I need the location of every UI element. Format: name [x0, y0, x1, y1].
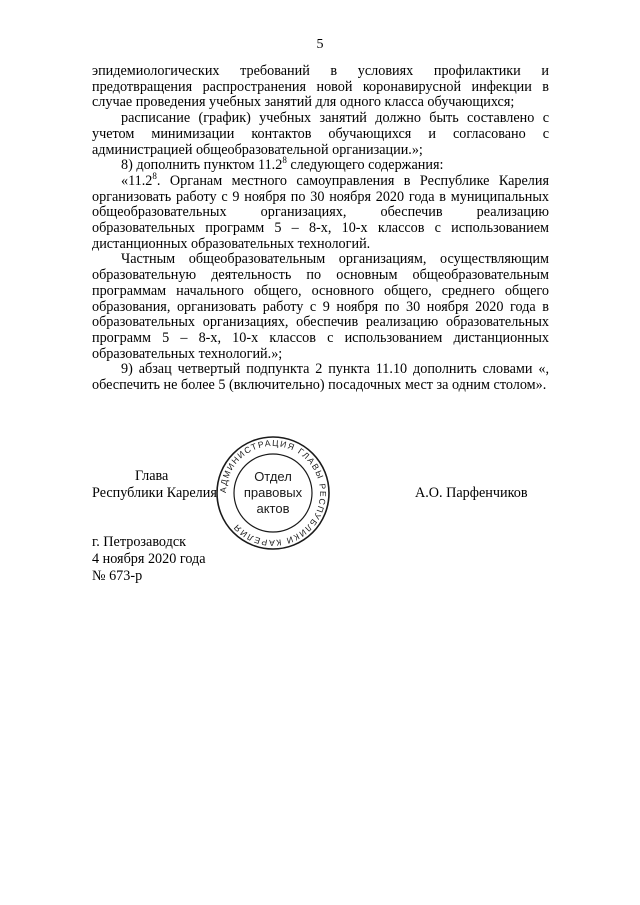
paragraph-text: следующего содержания: — [286, 157, 444, 174]
paragraph-text: «11.2 — [121, 172, 153, 189]
stamp-outer-text: АДМИНИСТРАЦИЯ ГЛАВЫ РЕСПУБЛИКИ КАРЕЛИЯ — [217, 437, 329, 549]
official-stamp — [214, 434, 332, 552]
stamp-line: правовых — [243, 485, 303, 500]
superscript: 8 — [152, 170, 157, 181]
paragraph-text: 8) дополнить пунктом 11.2 — [121, 157, 283, 174]
paragraph: эпидемиологических требований в условиях профилактики и предотвращения распространения новой коронавирусной инфекции в случае проведения учебных занятий для одного класса обучающихся; — [92, 63, 549, 111]
city: г. Петрозаводск — [92, 534, 187, 550]
stamp-line: актов — [256, 501, 290, 516]
superscript: 8 — [282, 155, 287, 166]
paragraph: 9) абзац четвертый подпункта 2 пункта 11.10 дополнить словами «, обеспечить не более 5 (включительно) посадочных мест за одним столом». — [92, 361, 549, 394]
document-number: № 673-р — [92, 568, 143, 584]
document-footer — [92, 534, 206, 585]
paragraph: расписание (график) учебных занятий должно быть составлено с учетом минимизации контактов обучающихся и согласовано с администрацией общеобразовательной организации.»; — [92, 110, 549, 158]
page-number: 5 — [316, 37, 324, 52]
document-body — [92, 64, 549, 394]
signature-title-line: Глава — [135, 468, 169, 484]
document-date: 4 ноября 2020 года — [92, 551, 206, 567]
signature-title — [92, 468, 217, 502]
signatory-name: А.О. Парфенчиков — [415, 485, 528, 501]
paragraph-text: . Органам местного самоуправления в Республике Карелия организовать работу с 9 ноября по 30 ноября 2020 года в муниципальных общеобразовательных организациях, обеспечив реализацию образовательных программ 5 – 8-х, 10-х классов с использованием дистанционных образовательных технологий. — [92, 172, 549, 252]
signature-title-line: Республики Карелия — [92, 485, 217, 501]
stamp-line: Отдел — [254, 469, 292, 484]
paragraph — [92, 170, 549, 253]
paragraph — [92, 155, 549, 174]
paragraph: Частным общеобразовательным организациям, осуществляющим образовательную деятельность по основным общеобразовательным программам начального общего, основного общего, среднего общего образования, организовать работу с 9 ноября по 30 ноября 2020 года в образовательных организациях, обеспечив реализацию образовательных программ 5 – 8-х, 10-х классов с использованием дистанционных образовательных технологий.»; — [92, 251, 549, 362]
